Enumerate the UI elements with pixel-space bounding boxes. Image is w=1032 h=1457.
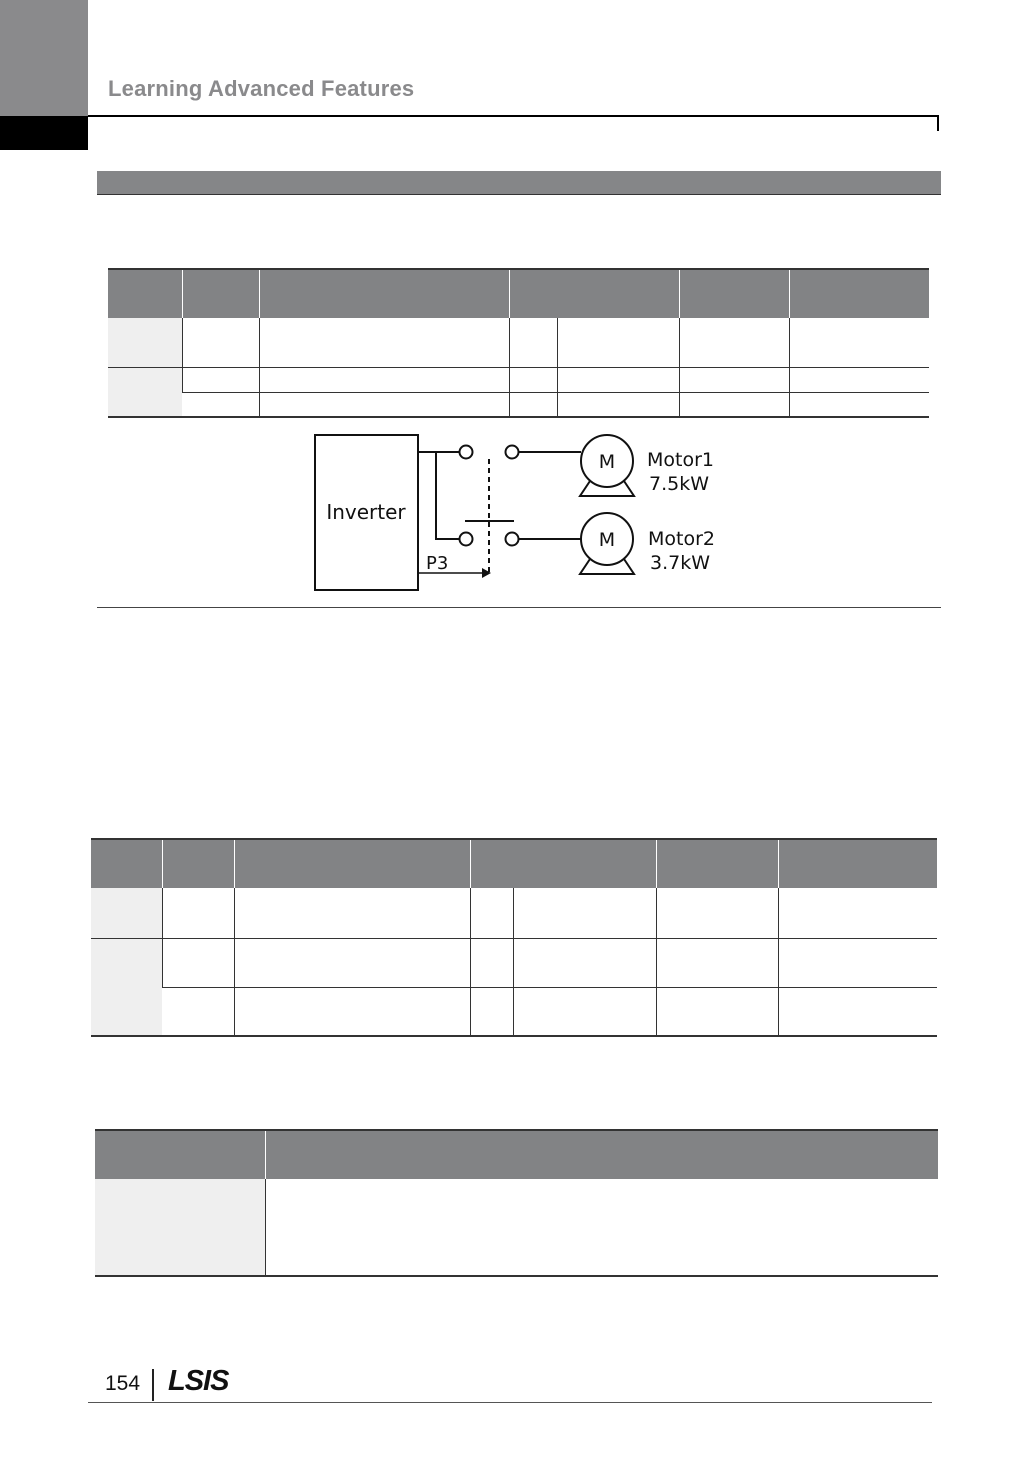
header-rule-tick	[937, 115, 939, 131]
parameter-table-2	[91, 838, 937, 1037]
description-table	[95, 1129, 938, 1277]
parameter-table-1	[108, 268, 929, 418]
motor-2-name: Motor2	[648, 528, 715, 550]
chapter-tab	[0, 0, 88, 116]
table-header-row	[95, 1130, 938, 1179]
svg-text:M: M	[598, 529, 616, 551]
page-number: 154	[105, 1372, 141, 1395]
table-row	[91, 987, 937, 1036]
table-row	[108, 318, 929, 367]
chapter-tab-marker	[0, 116, 88, 150]
table-row	[95, 1179, 938, 1276]
motor-switching-diagram	[300, 428, 740, 600]
motor-1-name: Motor1	[647, 449, 714, 471]
table-row	[108, 367, 929, 392]
figure-bottom-rule	[97, 607, 941, 608]
motor-2-symbol	[580, 513, 634, 574]
table-row	[91, 938, 937, 987]
motor-2-rating: 3.7kW	[650, 552, 711, 574]
table-row	[91, 888, 937, 938]
table-header-row	[108, 269, 929, 318]
inverter-label: Inverter	[326, 500, 406, 524]
output-label: P3	[426, 553, 449, 574]
section-heading-band	[97, 171, 941, 195]
footer-rule	[88, 1402, 932, 1403]
motor-1-symbol	[580, 435, 634, 496]
table-row	[108, 392, 929, 417]
chapter-title: Learning Advanced Features	[108, 76, 415, 101]
table-header-row	[91, 839, 937, 888]
brand-logo: LSIS	[168, 1365, 229, 1397]
header-rule	[88, 115, 939, 117]
svg-text:M: M	[598, 451, 616, 473]
motor-1-rating: 7.5kW	[649, 473, 710, 495]
footer-separator	[152, 1369, 154, 1401]
